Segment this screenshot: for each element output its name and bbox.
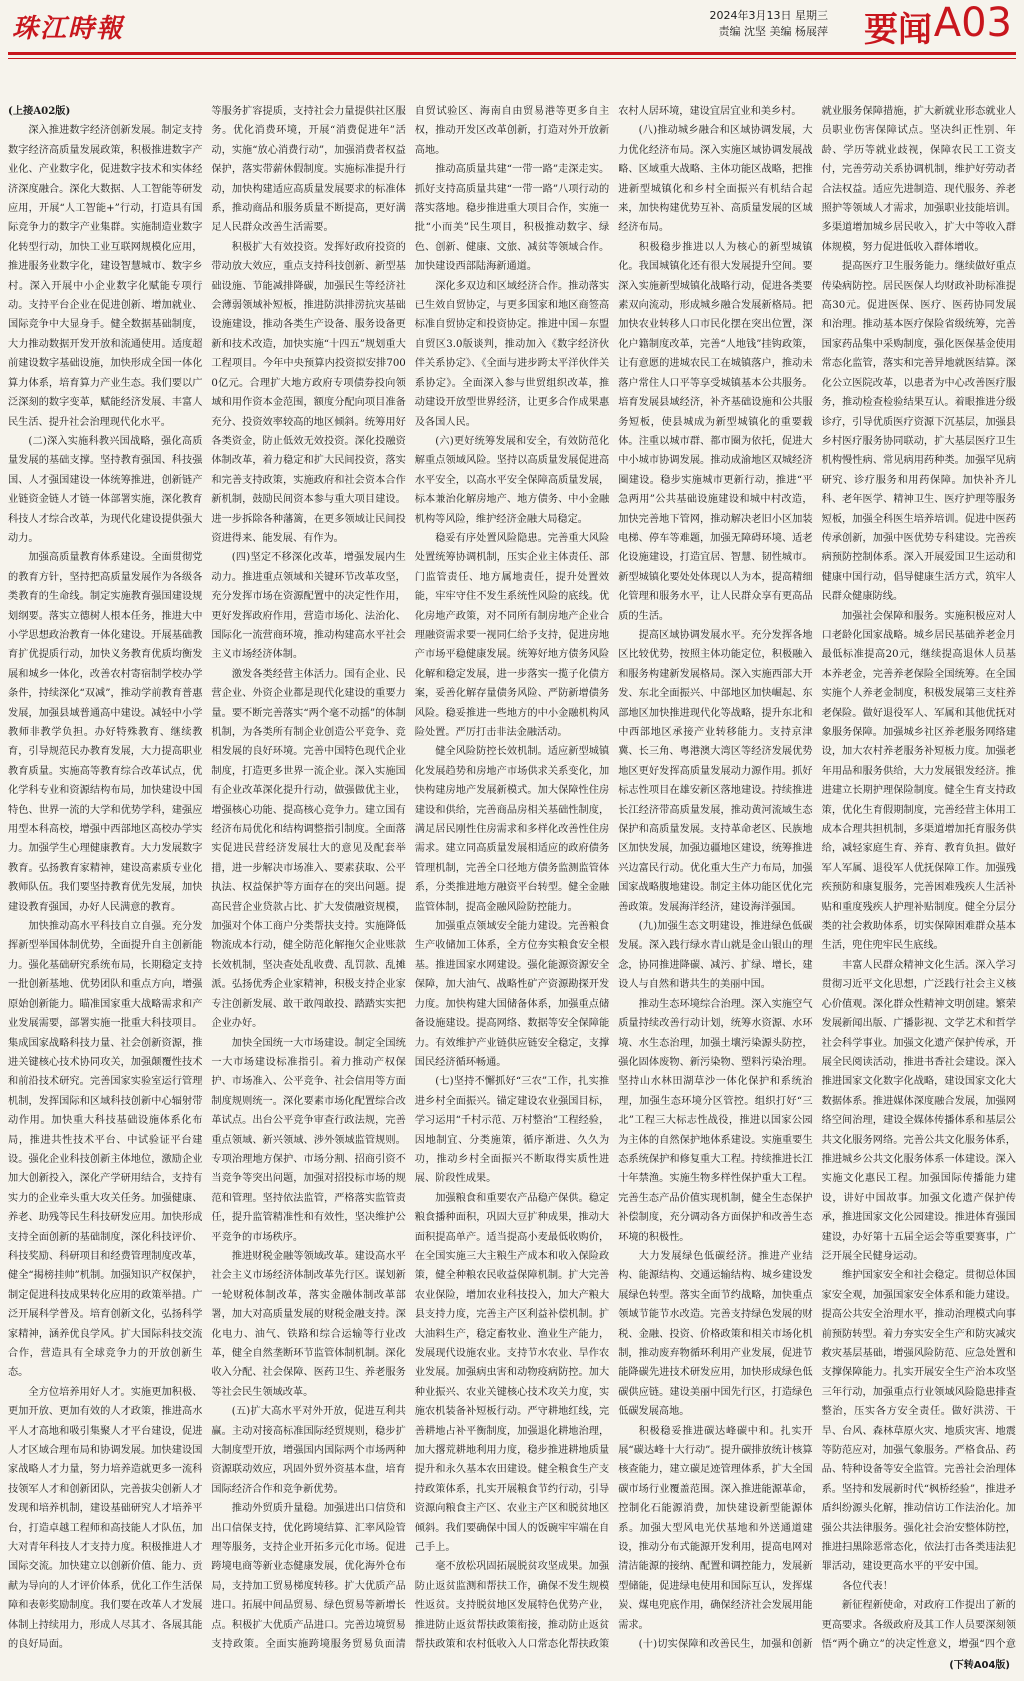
page-number: A03 [933, 0, 1012, 46]
continued-to-note: (下转A04版) [949, 1660, 1010, 1671]
article-column-3 [415, 102, 609, 1650]
paragraph: 就业服务保障措施，扩大新就业形态就业人员职业伤害保障试点。坚决纠正性别、年龄、学历等就业歧视，保障农民工工资支付，完善劳动关系协调机制，维护好劳动者合法权益。适应先进制造、现代服务、养老照护等领域人才需求，加强职业技能培训。多渠道增加城乡居民收入，扩大中等收入群体规模，努力促进低收入群体增收。 [821, 106, 1016, 253]
paragraph: (九)加强生态文明建设，推进绿色低碳发展。深入践行绿水青山就是金山银山的理念，协同推进降碳、减污、扩绿、增长，建设人与自然和谐共生的美丽中国。 [618, 921, 813, 991]
paragraph: 提高医疗卫生服务能力。继续做好重点传染病防控。居民医保人均财政补助标准提高30元。促进医保、医疗、医药协同发展和治理。推动基本医疗保险省级统筹，完善国家药品集中采购制度，强化医保基金使用常态化监管，落实和完善异地就医结算。深化公立医院改革，以患者为中心改善医疗服务，推动检查检验结果互认。着眼推进分级诊疗，引导优质医疗资源下沉基层，加强县乡村医疗服务协同联动，扩大基层医疗卫生机构慢性病、常见病用药种类。加强罕见病研究、诊疗服务和用药保障。加快补齐儿科、老年医学、精神卫生、医疗护理等服务短板，加强全科医生培养培训。促进中医药传承创新，加强中医优势专科建设。完善疾病预防控制体系。深入开展爱国卫生运动和健康中国行动，倡导健康生活方式，筑牢人民群众健康防线。 [821, 261, 1016, 603]
issue-meta [710, 8, 829, 40]
paragraph: 加快推动高水平科技自立自强。充分发挥新型举国体制优势，全面提升自主创新能力。强化基础研究系统布局，长期稳定支持一批创新基地、优势团队和重点方向，增强原始创新能力。瞄准国家重大战略需求和产业发展需要，部署实施一批重大科技项目。集成国家战略科技力量、社会创新资源，推进关键核心技术协同攻关，加强颠覆性技术和前沿技术研究。完善国家实验室运行管理机制，发挥国际和区域科技创新中心辐射带动作用。加快重大科技基础设施体系化布局，推进共性技术平台、中试验证平台建设。强化企业科技创新主体地位，激励企业加大创新投入，深化产学研用结合，支持有实力的企业牵头重大攻关任务。加强健康、养老、助残等民生科技研发应用。加快形成支持全面创新的基础制度，深化科技评价、科技奖励、科研项目和经费管理制度改革，健全“揭榜挂帅”机制。加强知识产权保护，制定促进科技成果转化应用的政策举措。广泛开展科学普及。培育创新文化，弘扬科学家精神，涵养优良学风。扩大国际科技交流合作，营造具有全球竞争力的开放创新生态。 [8, 921, 203, 1379]
paragraph: 加强社会保障和服务。实施积极应对人口老龄化国家战略。城乡居民基础养老金月最低标准提高20元，继续提高退休人员基本养老金，完善养老保险全国统筹。在全国实施个人养老金制度，积极发展第三支柱养老保险。做好退役军人、军属和其他优抚对象服务保障。加强城乡社区养老服务网络建设，加大农村养老服务补短板力度。加强老年用品和服务供给，大力发展银发经济。推进建立长期护理保险制度。健全生育支持政策，优化生育假期制度，完善经营主体用工成本合理共担机制，多渠道增加托育服务供给，减轻家庭生育、养育、教育负担。做好军人军属、退役军人优抚保障工作。加强残疾预防和康复服务，完善困难残疾人生活补贴和重度残疾人护理补贴制度。健全分层分类的社会救助体系，切实保障困难群众基本生活，兜住兜牢民生底线。 [821, 610, 1016, 952]
paragraph: 激发各类经营主体活力。国有企业、民营企业、外资企业都是现代化建设的重要力量。要不断完善落实“两个毫不动摇”的体制机制，为各类所有制企业创造公平竞争、竞相发展的良好环境。完善中国特色现代企业制度，打造更多世界一流企业。深入实施国有企业改革深化提升行动，做强做优主业，增强核心功能、提高核心竞争力。建立国有经济布局优化和结构调整指引制度。全面落实促进民营经济发展壮大的意见及配套举措，进一步解决市场准入、要素获取、公平执法、权益保护等方面存在的突出问题。提高民营企业贷款占比、扩大发债融资规模，加强对个体工商户分类帮扶支持。实施降低物流成本行动，健全防范化解拖欠企业账款长效机制，坚决查处乱收费、乱罚款、乱摊派。弘扬优秀企业家精神，积极支持企业家专注创新发展、敢干敢闯敢投、踏踏实实把企业办好。 [211, 668, 406, 1030]
paragraph: 深入推进数字经济创新发展。制定支持数字经济高质量发展政策，积极推进数字产业化、产业数字化，促进数字技术和实体经济深度融合。深化大数据、人工智能等研发应用，开展“人工智能+”行动，打造具有国际竞争力的数字产业集群。实施制造业数字化转型行动，加快工业互联网规模化应用，推进服务业数字化，建设智慧城市、数字乡村。深入开展中小企业数字化赋能专项行动。支持平台企业在促进创新、增加就业、国际竞争中大显身手。健全数据基础制度，大力推动数据开发开放和流通使用。适度超前建设数字基础设施，加快形成全国一体化算力体系，培育算力产业生态。我们要以广泛深刻的数字变革，赋能经济发展、丰富人民生活、提升社会治理现代化水平。 [8, 125, 203, 428]
article-column-5 [822, 102, 1016, 1650]
paragraph: 加强重点领域安全能力建设。完善粮食生产收储加工体系，全方位夯实粮食安全根基。推进国家水网建设。强化能源资源安全保障，加大油气、战略性矿产资源勘探开发力度。加快构建大国储备体系，加强重点储备设施建设。提高网络、数据等安全保障能力。有效维护产业链供应链安全稳定，支撑国民经济循环畅通。 [414, 921, 610, 1068]
paragraph: 新征程新使命，对政府工作提出了新的更高要求。各级政府及其工作人员要深刻领悟“两个确立”的决定性意义，增强“四个意 [821, 1600, 1016, 1650]
paragraph: (六)更好统筹发展和安全，有效防范化解重点领域风险。坚持以高质量发展促进高水平安全，以高水平安全保障高质量发展，标本兼治化解房地产、地方债务、中小金融机构等风险，维护经济金融大局稳定。 [414, 435, 610, 525]
paragraph: 毫不放松巩固拓展脱贫攻坚成果。加强防止返贫监测和帮扶工作，确保不发生规模性返贫。支持脱贫地区发展特色优势产业，推进防止返贫帮扶政策衔接，推动防止返贫帮扶政策和农村低收入人口常态化帮扶政策 [414, 1561, 610, 1650]
paragraph: (七)坚持不懈抓好“三农”工作，扎实推进乡村全面振兴。锚定建设农业强国目标，学习运用“千村示范、万村整治”工程经验，因地制宜、分类施策，循序渐进、久久为功，推动乡村全面振兴不断取得实质性进展、阶段性成果。 [414, 1076, 610, 1185]
paragraph: 推动生态环境综合治理。深入实施空气质量持续改善行动计划，统筹水资源、水环境、水生态治理，加强土壤污染源头防控，强化固体废物、新污染物、塑料污染治理。坚持山水林田湖草沙一体化保护和系统治理，加强生态环境分区管控。组织打好“三北”工程三大标志性战役，推进以国家公园为主体的自然保护地体系建设。实施重要生态系统保护和修复重大工程。持续推进长江十年禁渔。实施生物多样性保护重大工程。完善生态产品价值实现机制，健全生态保护补偿制度，充分调动各方面保护和改善生态环境的积极性。 [618, 998, 813, 1243]
article-column-2 [211, 102, 405, 1650]
article-column-4 [618, 102, 812, 1650]
paragraph: (十)切实保障和改善民生，加强和创新 [638, 1639, 813, 1650]
paragraph: (四)坚定不移深化改革，增强发展内生动力。推进重点领域和关键环节改革攻坚，充分发挥市场在资源配置中的决定性作用，更好发挥政府作用，营造市场化、法治化、国际化一流营商环境，推动构建高水平社会主义市场经济体制。 [211, 552, 406, 661]
continued-from-note: (上接A02版) [8, 105, 71, 117]
masthead-rule [8, 52, 1016, 55]
paragraph: 加强粮食和重要农产品稳产保供。稳定粮食播种面积，巩固大豆扩种成果，推动大面积提高单产。适当提高小麦最低收购价，在全国实施三大主粮生产成本和收入保险政策，健全种粮农民收益保障机制。扩大完善农业保险，增加农业科技投入，加大产粮大县支持力度，完善主产区利益补偿机制。扩大油料生产，稳定畜牧业、渔业生产能力，发展现代设施农业。支持节水农业、旱作农业发展。加强病虫害和动物疫病防控。加大种业振兴、农业关键核心技术攻关力度，实施农机装备补短板行动。严守耕地红线，完善耕地占补平衡制度，加强退化耕地治理，加大撂荒耕地利用力度，稳步推进耕地质量提升和永久基本农田建设。健全粮食生产支持政策体系，扎实开展粮食节约行动，引导资源向粮食主产区、农业主产区和脱贫地区倾斜。我们要确保中国人的饭碗牢牢端在自己手上。 [414, 1192, 610, 1554]
paragraph: 推进财税金融等领域改革。建设高水平社会主义市场经济体制改革先行区。谋划新一轮财税体制改革，落实金融体制改革部署，加大对高质量发展的财税金融支持。深化电力、油气、铁路和综合运输等行业改革，健全自然垄断环节监管体制机制。深化收入分配、社会保障、医药卫生、养老服务等社会民生领域改革。 [211, 1250, 406, 1398]
paragraph: 积极扩大有效投资。发挥好政府投资的带动放大效应，重点支持科技创新、新型基础设施、节能减排降碳，加强民生等经济社会薄弱领域补短板，推进防洪排涝抗灾基础设施建设，推动各类生产设备、服务设备更新和技术改造，加快实施“十四五”规划重大工程项目。今年中央预算内投资拟安排7000亿元。合理扩大地方政府专项债券投向领域和用作资本金范围，额度分配向项目准备充分、投资效率较高的地区倾斜。统筹用好各类资金，防止低效无效投资。深化投融资体制改革，着力稳定和扩大民间投资，落实和完善支持政策，实施政府和社会资本合作新机制，鼓励民间资本参与重大项目建设。进一步拆除各种藩篱，在更多领域让民间投资进得来、能发展、有作为。 [211, 241, 406, 544]
article-body [8, 102, 1016, 1650]
paragraph: 大力发展绿色低碳经济。推进产业结构、能源结构、交通运输结构、城乡建设发展绿色转型。落实全面节约战略，加快重点领域节能节水改造。完善支持绿色发展的财税、金融、投资、价格政策和相关市场化机制，推动废弃物循环利用产业发展，促进节能降碳先进技术研发应用，加快形成绿色低碳供应链。建设美丽中国先行区，打造绿色低碳发展高地。 [618, 1250, 813, 1418]
paragraph: 丰富人民群众精神文化生活。深入学习贯彻习近平文化思想，广泛践行社会主义核心价值观。深化群众性精神文明创建。繁荣发展新闻出版、广播影视、文学艺术和哲学社会科学事业。加强文化遗产保护传承，开展全民阅读活动，推进书香社会建设。深入推进国家文化数字化战略，建设国家文化大数据体系。推进媒体深度融合发展，加强网络空间治理，建设全媒体传播体系和基层公共文化服务网络。完善公共文化服务体系，推进城乡公共文化服务体系一体建设。深入实施文化惠民工程。加强国际传播能力建设，讲好中国故事。加强文化遗产保护传承，推进国家文化公园建设。推进体育强国建设，办好第十五届全运会等重要赛事，广泛开展全民健身运动。 [821, 959, 1016, 1262]
paragraph: 积极稳步推进以人为核心的新型城镇化。我国城镇化还有很大发展提升空间。要深入实施新型城镇化战略行动，促进各类要素双向流动，形成城乡融合发展新格局。把加快农业转移人口市民化摆在突出位置，深化户籍制度改革，完善“人地钱”挂钩政策，让有意愿的进城农民工在城镇落户，推动未落户常住人口平等享受城镇基本公共服务。培育发展县域经济，补齐基础设施和公共服务短板，使县城成为新型城镇化的重要载体。注重以城市群、都市圈为依托，促进大中小城市协调发展。推动成渝地区双城经济圈建设。稳步实施城市更新行动，推进“平急两用”公共基础设施建设和城中村改造，加快完善地下管网，推动解决老旧小区加装电梯、停车等难题，加强无障碍环境、适老化设施建设，打造宜居、智慧、韧性城市。新型城镇化要处处体现以人为本，提高精细化管理和服务水平，让人民群众享有更高品质的生活。 [618, 241, 813, 622]
paragraph: 等服务扩容提质，支持社会力量提供社区服务。优化消费环境，开展“消费促进年”活动，实施“放心消费行动”，加强消费者权益保护，落实带薪休假制度。实施标准提升行动，加快构建适应高质量发展要求的标准体系，推动商品和服务质量不断提高，更好满足人民群众改善生活需要。 [211, 106, 406, 234]
paragraph: 深化多双边和区域经济合作。推动落实已生效自贸协定，与更多国家和地区商签高标准自贸协定和投资协定。推进中国－东盟自贸区3.0版谈判，推动加入《数字经济伙伴关系协定》、《全面与进步跨太平洋伙伴关系协定》。全面深入参与世贸组织改革，推动建设开放型世界经济，让更多合作成果惠及各国人民。 [414, 280, 610, 428]
paragraph: 加强高质量教育体系建设。全面贯彻党的教育方针，坚持把高质量发展作为各级各类教育的生命线。制定实施教育强国建设规划纲要。落实立德树人根本任务，推进大中小学思想政治教育一体化建设。开展基础教育扩优提质行动，加快义务教育优质均衡发展和城乡一体化，改善农村寄宿制学校办学条件，持续深化“双减”，推动学前教育普惠发展，加强县域普通高中建设。减轻中小学教师非教学负担。办好特殊教育、继续教育，引导规范民办教育发展，大力提高职业教育质量。实施高等教育综合改革试点，优化学科专业和资源结构布局，加快建设中国特色、世界一流的大学和优势学科，建强应用型本科高校，增强中西部地区高校办学实力。加强学生心理健康教育。大力发展数字教育。弘扬教育家精神，建设高素质专业化教师队伍。我们要坚持教育优先发展，加快建设教育强国，办好人民满意的教育。 [8, 552, 203, 913]
paragraph: (二)深入实施科教兴国战略，强化高质量发展的基础支撑。坚持教育强国、科技强国、人才强国建设一体统筹推进，创新链产业链资金链人才链一体部署实施，深化教育科技人才综合改革，为现代化建设提供强大动力。 [8, 435, 203, 544]
paragraph: 稳妥有序处置风险隐患。完善重大风险处置统筹协调机制，压实企业主体责任、部门监管责任、地方属地责任，提升处置效能，牢牢守住不发生系统性风险的底线。优化房地产政策，对不同所有制房地产企业合理融资需求要一视同仁给予支持，促进房地产市场平稳健康发展。统筹好地方债务风险化解和稳定发展，进一步落实一揽子化债方案，妥善化解存量债务风险、严防新增债务风险。稳妥推进一些地方的中小金融机构风险处置。严厉打击非法金融活动。 [414, 532, 610, 738]
paragraph: 加快全国统一大市场建设。制定全国统一大市场建设标准指引。着力推动产权保护、市场准入、公平竞争、社会信用等方面制度规则统一。深化要素市场化配置综合改革试点。出台公平竞争审查行政法规，完善重点领域、新兴领域、涉外领域监管规则。专项治理地方保护、市场分割、招商引资不当竞争等突出问题，加强对招投标市场的规范和管理。坚持依法监管，严格落实监管责任，提升监管精准性和有效性，坚决维护公平竞争的市场秩序。 [211, 1037, 406, 1243]
paragraph: 健全风险防控长效机制。适应新型城镇化发展趋势和房地产市场供求关系变化，加快构建房地产发展新模式。加大保障性住房建设和供给，完善商品房相关基础性制度，满足居民刚性住房需求和多样化改善性住房需求。建立同高质量发展相适应的政府债务管理机制，完善全口径地方债务监测监管体系，分类推进地方融资平台转型。健全金融监管体制，提高金融风险防控能力。 [414, 746, 610, 913]
paragraph: 提高区域协调发展水平。充分发挥各地区比较优势，按照主体功能定位，积极融入和服务构建新发展格局。深入实施西部大开发、东北全面振兴、中部地区加快崛起、东部地区加快推进现代化等战略，提升东北和中西部地区承接产业转移能力。支持京津冀、长三角、粤港澳大湾区等经济发展优势地区更好发挥高质量发展动力源作用。抓好标志性项目在雄安新区落地建设。持续推进长江经济带高质量发展，推动黄河流域生态保护和高质量发展。支持革命老区、民族地区加快发展，加强边疆地区建设，统筹推进兴边富民行动。优化重大生产力布局，加强国家战略腹地建设。制定主体功能区优化完善政策。发展海洋经济，建设海洋强国。 [618, 629, 813, 913]
masthead [0, 0, 1024, 76]
article-column-1 [8, 102, 202, 1650]
paragraph: 全方位培养用好人才。实施更加积极、更加开放、更加有效的人才政策，推进高水平人才高地和吸引集聚人才平台建设，促进人才区域合理布局和协调发展。加快建设国家战略人才力量，努力培养造就更多一流科技领军人才和创新团队，完善拔尖创新人才发现和培养机制，建设基础研究人才培养平台，打造卓越工程师和高技能人才队伍，加大对青年科技人才支持力度。积极推进人才国际交流。加快建立以创新价值、能力、贡献为导向的人才评价体系，优化工作生活保障和表彰奖励制度。我们要在改革人才发展体制上持续用力，形成人尽其才、各展其能的良好局面。 [8, 1386, 203, 1650]
issue-date: 2024年3月13日 星期三 [709, 9, 828, 22]
paragraph: (八)推动城乡融合和区域协调发展，大力优化经济布局。深入实施区域协调发展战略、区域重大战略、主体功能区战略，把推进新型城镇化和乡村全面振兴有机结合起来，加快构建优势互补、高质量发展的区域经济布局。 [618, 125, 813, 234]
paragraph: 积极稳妥推进碳达峰碳中和。扎实开展“碳达峰十大行动”。提升碳排放统计核算核查能力，建立碳足迹管理体系，扩大全国碳市场行业覆盖范围。深入推进能源革命，控制化石能源消费，加快建设新型能源体系。加强大型风电光伏基地和外送通道建设，推动分布式能源开发利用，提高电网对清洁能源的接纳、配置和调控能力，发展新型储能，促进绿电使用和国际互认，发挥煤炭、煤电兜底作用，确保经济社会发展用能需求。 [618, 1425, 813, 1631]
paragraph: 各位代表！ [841, 1580, 893, 1592]
paragraph: 推动外贸质升量稳。加强进出口信贷和出口信保支持，优化跨境结算、汇率风险管理等服务，支持企业开拓多元化市场。促进跨境电商等新业态健康发展，优化海外仓布局，支持加工贸易梯度转移。扩大优质产品进口。拓展中间品贸易、绿色贸易等新增长点。积极扩大优质产品进口。完善边境贸易支持政策。全面实施跨境服务贸易负面清 [211, 1503, 406, 1650]
paragraph: 维护国家安全和社会稳定。贯彻总体国家安全观，加强国家安全体系和能力建设。提高公共安全治理水平，推动治理模式向事前预防转型。着力夯实安全生产和防灾减灾救灾基层基础，增强风险防范、应急处置和支撑保障能力。扎实开展安全生产治本攻坚三年行动，加强重点行业领域风险隐患排查整治，压实各方安全责任。做好洪涝、干旱、台风、森林草原火灾、地质灾害、地震等防范应对，加强气象服务。严格食品、药品、特种设备等安全监管。完善社会治理体系。坚持和发展新时代“枫桥经验”，推进矛盾纠纷源头化解，推动信访工作法治化。加强公共法律服务。强化社会治安整体防控，推进扫黑除恶常态化，依法打击各类违法犯罪活动，建设更高水平的平安中国。 [821, 1270, 1016, 1573]
section-title: 要闻 [864, 10, 932, 50]
paragraph: (五)扩大高水平对外开放，促进互利共赢。主动对接高标准国际经贸规则，稳步扩大制度型开放，增强国内国际两个市场两种资源联动效应，巩固外贸外资基本盘，培育国际经济合作和竞争新优势。 [211, 1406, 406, 1495]
paragraph: 推动高质量共建“一带一路”走深走实。抓好支持高质量共建“一带一路”八项行动的落实落地。稳步推进重大项目合作，实施一批“小而美”民生项目，积极推动数字、绿色、创新、健康、文旅、减贫等领域合作。加快建设西部陆海新通道。 [414, 164, 610, 273]
masthead-rule-thin [8, 58, 1016, 59]
paragraph: 农村人居环境，建设宜居宜业和美乡村。 [618, 106, 802, 117]
paragraph: 自贸试验区、海南自由贸易港等更多自主权，推动开发区改革创新，打造对外开放新高地。 [414, 106, 610, 156]
newspaper-logo: 珠江時報 [12, 14, 125, 44]
editor-credits: 责编 沈坚 美编 杨展萍 [718, 25, 828, 38]
